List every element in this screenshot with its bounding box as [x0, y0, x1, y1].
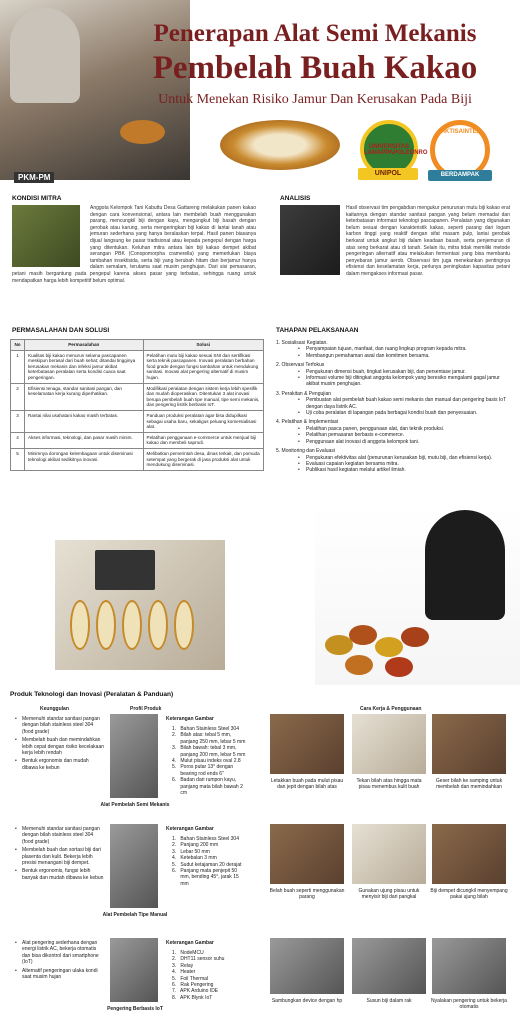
tahapan-step-item: • Informasi volume biji ditingkat anggota kelompok yang beresiko mengalami gagal jamur akibat musim penghujan. — [276, 375, 512, 388]
cacao-pile-image — [325, 625, 445, 680]
tahapan-step-title: 5. Monitoring dan Evaluasi — [276, 448, 335, 455]
step-caption: Letakkan buah pada mulut pisau dan jepit dengan bilah atas — [270, 778, 344, 791]
row-no: 2 — [11, 383, 25, 410]
table-row — [11, 383, 264, 410]
spec-item: 1. Bahan Stainless Steel 304 — [172, 836, 239, 842]
kondisi-heading: KONDISI MITRA — [12, 195, 62, 202]
step-photo — [352, 714, 426, 774]
cacao-pod-image — [120, 120, 165, 144]
step-caption: Sambungkan device dengan hp — [271, 998, 343, 1004]
produk-heading: Produk Teknologi dan Inovasi (Peralatan & Panduan) — [10, 691, 174, 698]
keunggulan-item: • Alat pengering sederhana dengan energi listrik AC, bekerja otomatis dan bisa dikontrol dari smartphone (IoT) — [14, 940, 104, 966]
product-image — [110, 824, 158, 908]
product-name: Alat Pembelah Semi Mekanis — [100, 802, 170, 808]
table-header-row — [11, 340, 264, 351]
row-no: 5 — [11, 448, 25, 470]
step-caption: Biji dempet dicungkil menyempang pakai ujung bilah — [430, 888, 508, 901]
spec-item: 1. NodeMCU — [172, 950, 204, 956]
row-masalah: Minimnya dorongan kelembagaan untuk diseminasi teknologi akibat sedikitnya inovasi. — [25, 448, 144, 470]
spec-item: panjang mata bilah bawah 2 — [172, 783, 243, 790]
spec-item: mm, bending 45°, jarak 15 — [172, 874, 239, 881]
kondisi-text — [12, 205, 256, 284]
analisis-text — [280, 205, 510, 278]
farmer-figure — [10, 8, 80, 103]
spec-item: mm — [172, 880, 189, 887]
title-line-2: Pembelah Buah Kakao — [152, 50, 478, 86]
woman-figure — [425, 510, 505, 620]
step-caption: Belah buah seperti menggunakan parang — [269, 888, 345, 901]
row-masalah: Rantai nilai usahatani kakao masih terbatas. — [25, 410, 144, 432]
step-caption: Tekan bilah atas hingga mata pisau menembus kulit buah — [356, 778, 422, 791]
step-photo — [432, 824, 506, 884]
opened-cacao-image — [220, 120, 340, 170]
tahapan-step-item: • Membangun pemahaman awal dan komitmen bersama. — [276, 353, 512, 359]
spec-item: 2. Panjang 200 mm — [172, 842, 219, 849]
row-masalah: Kualitas biji kakao menurun selama pascapanen meskipun berasal dari buah sehat; ditandai tingginya kerusakan mekanis dan infeksi jamur akibat keterbatasan peralatan serta kondisi cuaca saat pengeringan. — [25, 350, 144, 383]
step-caption: Nyalakan pengering untuk bekerja otomatis — [431, 998, 507, 1011]
keunggulan-item: • Membelah buah dan sortasi biji dari plasenta dan kulit. Bekerja lebih presisi menangani biji dempet. — [14, 847, 104, 866]
row-solusi: Modifikasi peralatan dengan sistem kerja lebih spesifik dan mudah dioperasikan. Ditentukan 3 alat inovasi berupa pembelah buah tipe manual, tipe semi mekanis, dan pengering listrik berbasis IoT. — [143, 383, 263, 410]
step-caption: Susun biji dalam rak — [366, 998, 412, 1004]
row-solusi: Melibatkan pemerintah desa, dinas terkait, dan pomuda setempat yang bergerak di jasa produksi alat untuk mendukung diseminasi. — [143, 448, 263, 470]
row-solusi: Pelatihan penggunaan e-commerce untuk menjual biji kakao dan membeli saprodi. — [143, 432, 263, 448]
subtitle: Untuk Menekan Risiko Jamur Dan Kerusakan Pada Biji — [158, 92, 472, 107]
tahapan-step-title: 3. Perakitan & Pengujian — [276, 390, 332, 397]
col-cara: Cara Kerja & Penggunaan — [360, 706, 422, 712]
masalah-table — [10, 339, 264, 471]
spec-item: 5. Foil Thermal — [172, 975, 209, 982]
spec-item: 4. Ketebalan 3 mm — [172, 855, 217, 862]
keterangan-label: Keterangan Gambar — [166, 826, 214, 832]
spec-item: 1. Bahan Stainless Steel 304 — [172, 726, 239, 732]
step-photo — [270, 714, 344, 774]
tahapan-step-title: 2. Observasi Terfokus — [276, 362, 325, 369]
keunggulan-item: • Bentuk ergonomis dan mudah dibawa ke kebun — [14, 758, 104, 771]
spec-item: 3. Lebar 50 mm — [172, 848, 210, 855]
spec-list — [172, 726, 272, 796]
keterangan-label: Keterangan Gambar — [166, 716, 214, 722]
spec-item: 6. Panjang mata penjepit 50 — [172, 868, 238, 875]
spec-item: 3. Relay — [172, 962, 194, 969]
spec-item: 5. Poros putar 13° dengan — [172, 764, 234, 771]
step-caption: Gunakan ujung pisau untuk menyisir biji dari pangkal — [358, 888, 420, 901]
tahapan-step-item: • Evaluasi capaian kegiatan bersama mitra. — [276, 461, 512, 467]
col-no: No — [11, 340, 25, 351]
col-solusi: Solusi — [143, 340, 263, 351]
spec-item: 3. Bilah bawah: tebal 3 mm, — [172, 745, 237, 752]
product-name: Alat Pembelah Tipe Manual — [102, 912, 168, 918]
table-row — [11, 350, 264, 383]
logo2-text: DIKTISAINTEK — [439, 129, 481, 135]
row-no: 1 — [11, 350, 25, 383]
row-solusi: Pelatihan mutu biji kakao sesuai SNI dan sertifikasi serta teknik pascapanen. Inovasi peralatan berbahan food grade dengan fungsi tambahan untuk mendukung sanitasi. Inovasi alat pengering alternatif di musim hujan. — [143, 350, 263, 383]
product-image — [110, 938, 158, 1002]
tahapan-step-item: • Penyampaian tujuan, manfaat, dan ruang lingkup program kepada mitra. — [276, 346, 512, 352]
keunggulan-list — [14, 826, 104, 883]
tahapan-step-item: • Pelatihan pemasaran berbasis e-commerce. — [276, 432, 512, 438]
logo1-text: UNIVERSITAS LAMAPPAPOLEONRO — [364, 144, 428, 156]
tahapan-step-title: 1. Sosialisasi Kegiatan. — [276, 340, 328, 346]
tahapan-step-item: • Publikasi hasil kegiatan melalui artikel ilmiah. — [276, 467, 512, 473]
laptop-image — [95, 550, 155, 590]
product-image — [110, 714, 158, 798]
spec-item: 5. Sudut ketajaman 20 derajat — [172, 861, 242, 868]
cacao-halves-image — [70, 600, 210, 660]
step-photo — [270, 824, 344, 884]
table-row — [11, 432, 264, 448]
keunggulan-item: • Memenuhi standar sanitasi pangan dengan bilah stainless steel 304 (food grade) — [14, 716, 104, 735]
keunggulan-item: • Memenuhi standar sanitasi pangan dengan bilah stainless steel 304 (food grade) — [14, 826, 104, 845]
spec-item: 6. Rak Pengering — [172, 982, 214, 989]
unipol-banner: UNIPOL — [358, 168, 418, 180]
row-masalah: Efisiensi tenaga, standar sanitasi pangan, dan keselamatan kerja kurang diperhatikan. — [25, 383, 144, 410]
col-keunggulan: Keunggulan — [40, 706, 69, 712]
woman-splitting-photo — [315, 505, 520, 685]
spec-item: 8. APK Blynk IoT — [172, 994, 213, 1001]
kondisi-paragraph: Anggota Kelompok Tani Kabuttu Desa Gattareng melakukan panen kakao dengan cara konvensional, antara lain membelah buah menggunakan parang, mencungkil biji dengan kayu, mengangkut biji basah dengan gerobak atau karung, serta mengeringkan biji kakao di lantai tanah atau jemuran sederhana yang hanya beralaskan terpal. Hasil panen biasanya dijual langsung ke pasar tradisional atau kepada pengepul dengan harga yang ditentukan. Keluhan mitra antara lain biji kakao dempet akibat serangan PBK (Conopomorpha cramerella) yang memerlukan biaya tambahan insektisida, serta biji yang berubah hitam dan berjamur hanya dalam semalam, terutama saat musim penghujan. Dari sisi pemasaran, petani masih bergantung pada pengepul karena akses pasar yang terbatas, sehingga ruang untuk mendapatkan harga lebih kompetitif belum optimal. — [12, 205, 256, 284]
spec-list — [172, 950, 272, 1001]
spec-item: bearing rod ends 6" — [172, 770, 224, 777]
row-solusi: Panduan produksi peralatan agar bisa didupilkasi sebagai usaha baru, sekaligus peluang komersialisasi alat. — [143, 410, 263, 432]
masalah-table-wrap — [10, 339, 264, 471]
step-photo — [270, 938, 344, 994]
row-no: 4 — [11, 432, 25, 448]
tahapan-step-item: • Pengukuran efektivitas alat (penurunan kerusakan biji, mutu biji, dan efisiensi kerja). — [276, 455, 512, 461]
title-line-1: Penerapan Alat Semi Mekanis — [153, 20, 477, 47]
row-no: 3 — [11, 410, 25, 432]
keterangan-label: Keterangan Gambar — [166, 940, 214, 946]
keunggulan-item: • Bentuk ergonomis, fungsi lebih banyak dan mudah dibawa ke kebun — [14, 868, 104, 881]
spec-item: 2. Bilah atas: tebal 5 mm, — [172, 732, 232, 739]
analisis-heading: ANALISIS — [280, 195, 311, 202]
step-caption: Geser bilah ke samping untuk membelah dan memindahkan — [435, 778, 503, 791]
keunggulan-list — [14, 716, 104, 773]
tahapan-step-item: • Penggunaan alat inovasi di anggota kelompok tani. — [276, 439, 512, 445]
keunggulan-item: • Alternatif pengeringan ulaka kondi saat musim hujan — [14, 968, 104, 981]
col-masalah: Permasalahan — [25, 340, 144, 351]
tahapan-heading: TAHAPAN PELAKSANAAN — [276, 327, 359, 334]
tahapan-step-item: • Pembuatan alat pembelah buah kakao semi mekanis dan manual dan pengering basis IoT dengan daya listrik AC. — [276, 397, 512, 410]
keunggulan-item: • Membelah buah dan memindahkan lebih cepat dengan risiko kecelakaan kerja lebih rendah — [14, 737, 104, 756]
berdampak-banner: BERDAMPAK — [428, 170, 492, 181]
spec-item: panjang 250 mm, lebar 5 mm — [172, 738, 246, 745]
tahapan-step-item: • Pelatihan pasca panen, penggunaan alat, dan teknik produksi. — [276, 426, 512, 432]
laptop-cacao-photo — [55, 540, 225, 670]
product-name: Pengering Berbasis IoT — [107, 1006, 163, 1012]
spec-item: cm — [172, 790, 187, 797]
step-photo — [432, 938, 506, 994]
keunggulan-list — [14, 940, 104, 982]
tahapan-step-title: 4. Pelatihan & Implementasi — [276, 419, 339, 426]
spec-item: 6. Badan dari rumpon kayu, — [172, 777, 237, 784]
spec-item: 7. APK Arduino IDE — [172, 988, 219, 995]
program-tag: PKM-PM — [14, 172, 54, 183]
spec-list — [172, 836, 272, 887]
spec-item: panjang 200 mm, lebar 5 mm — [172, 751, 246, 758]
table-row — [11, 410, 264, 432]
spec-item: 4. Heater — [172, 969, 196, 976]
spec-item: 2. DHT11 sensor suhu — [172, 956, 225, 963]
table-row — [11, 448, 264, 470]
step-photo — [352, 938, 426, 994]
tahapan-list — [276, 340, 512, 474]
step-photo — [432, 714, 506, 774]
analisis-paragraph: Hasil observasi tim pengabdian mengukur penurunan mutu biji kakao erat kaitannya dengan standar sanitasi pangan yang belum memadai dan keterbatasan informasi teknologi pascapanen. Peralatan yang digunakan belum sesuai dengan karakteristik kakao, seperti parang dari logam karbon tinggi yang reaktif dengan sifat masam pulp, lantai gerobak berkarat untuk angkut biji dalam keadaan basah, serta penjemuran di atas seng berkarat atau di tanah. Selain itu, mitra tidak memiliki metode pengeringan alternatif atau melakukan fermentasi yang bisa membantu penyebaran jamur aerob. Observasi tim juga menekankan pentingnya efisiensi dan keselamatan kerja, perlunya peningkatan kapasitas petani dalam mengakses informasi pasar. — [346, 205, 510, 277]
tahapan-step-item: • Uji coba peralatan di lapangan pada berbagai kondisi buah dan penyesuaian. — [276, 410, 512, 416]
step-photo — [352, 824, 426, 884]
row-masalah: Akses informasi, teknologi, dan pasar masih minim. — [25, 432, 144, 448]
col-profil: Profil Produk — [130, 706, 162, 712]
spec-item: 4. Mulut pisau indeks oval 2.8 — [172, 758, 241, 765]
masalah-heading: PERMASALAHAN DAN SOLUSI — [12, 327, 110, 334]
tahapan-step-item: • Pengukuran dimensi buah, tingkat kerusakan biji, dan persentase jamur. — [276, 369, 512, 375]
